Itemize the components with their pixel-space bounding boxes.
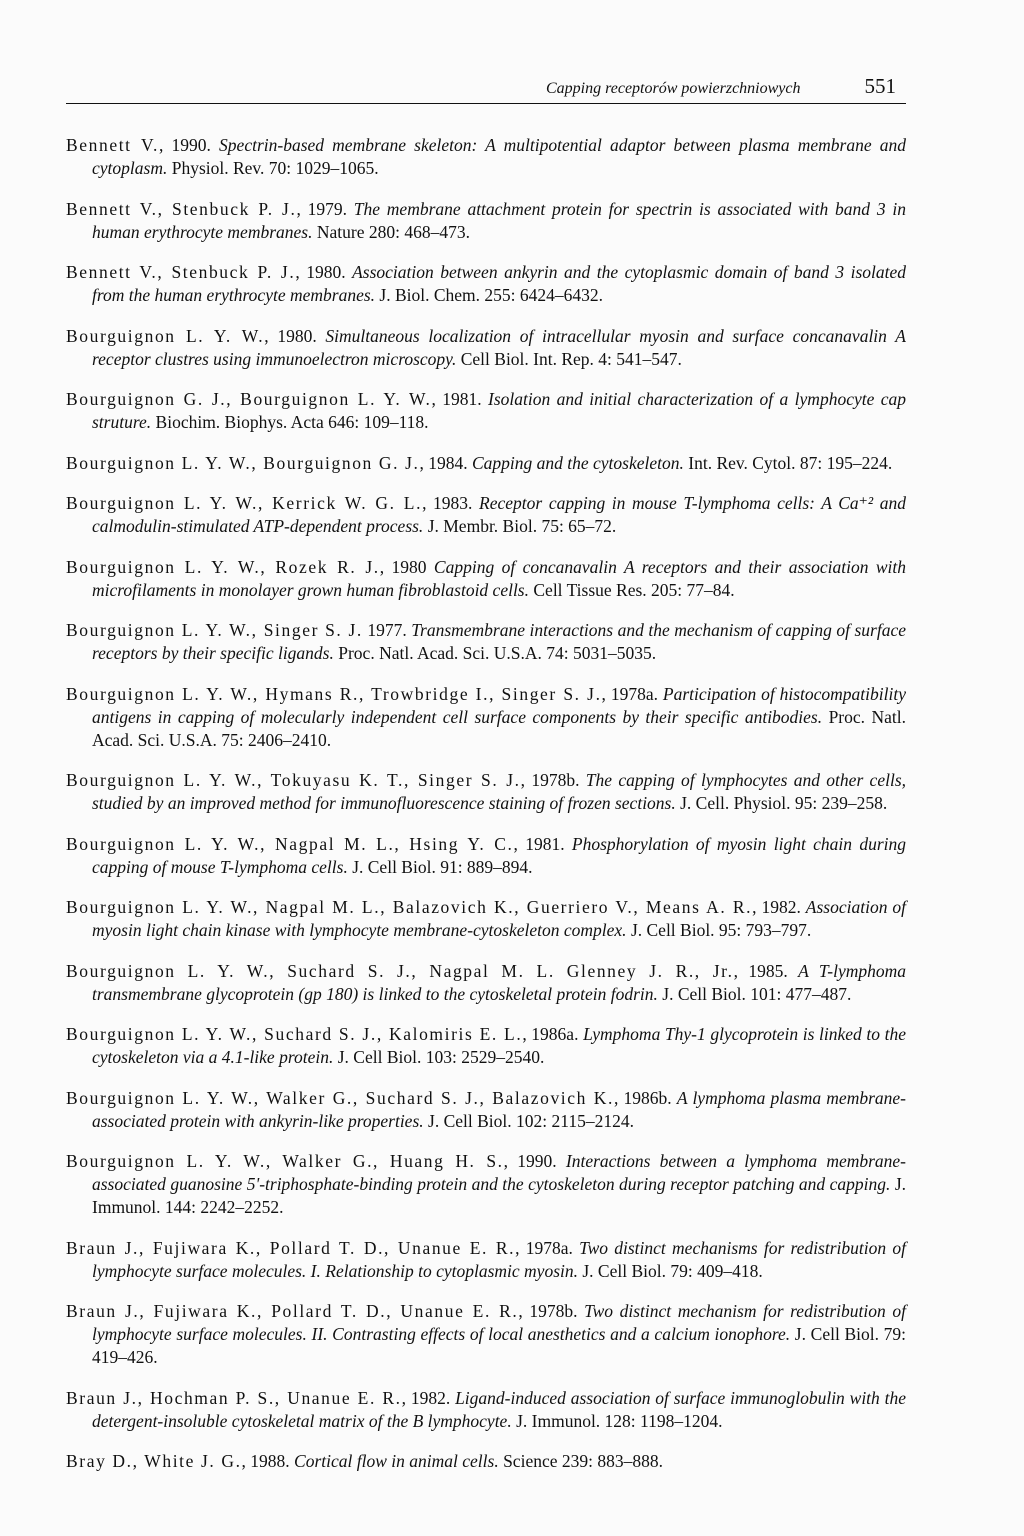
reference-entry bbox=[66, 1150, 906, 1219]
reference-title: Ligand-induced association of surface immunoglobulin with the detergent-insoluble cytoskeletal matrix of the B lymphocyte. bbox=[92, 1387, 907, 1431]
reference-title: Association of myosin light chain kinase with lymphocyte membrane-cytoskeleton complex. bbox=[92, 897, 907, 940]
reference-authors: Bray D., White J. G. bbox=[66, 1451, 242, 1471]
reference-year: , 1979. bbox=[296, 198, 354, 219]
reference-list bbox=[66, 134, 906, 1473]
reference-entry bbox=[66, 960, 906, 1006]
reference-year: , 1982. bbox=[401, 1387, 456, 1408]
reference-entry bbox=[66, 1450, 906, 1473]
reference-source: J. Immunol. 144: 2242–2252. bbox=[92, 1174, 907, 1217]
reference-title: Cortical flow in animal cells. bbox=[294, 1451, 499, 1471]
reference-year: , 1982. bbox=[752, 897, 806, 917]
reference-authors: Bourguignon L. Y. W., Nagpal M. L., Balazovich K., Guerriero V., Means A. R. bbox=[66, 897, 753, 917]
reference-authors: Bourguignon L. Y. W. bbox=[66, 325, 265, 346]
reference-authors: Bourguignon L. Y. W., Rozek R. J. bbox=[66, 556, 380, 577]
reference-entry bbox=[66, 1087, 906, 1133]
reference-title: The capping of lymphocytes and other cells, studied by an improved method for immunofluorescence staining of frozen sections. bbox=[92, 770, 907, 813]
reference-entry bbox=[66, 833, 906, 879]
reference-year: 1977. bbox=[362, 620, 412, 640]
reference-source: Int. Rev. Cytol. 87: 195–224. bbox=[683, 452, 893, 473]
reference-source: J. Cell Biol. 103: 2529–2540. bbox=[333, 1047, 545, 1067]
document-page bbox=[66, 74, 906, 1475]
page-header bbox=[66, 74, 906, 104]
reference-entry bbox=[66, 1387, 906, 1433]
reference-title: A T-lymphoma transmembrane glycoprotein (gp 180) is linked to the cytoskeletal protein fodrin. bbox=[92, 960, 906, 1004]
reference-entry bbox=[66, 492, 906, 538]
reference-year: , 1980 bbox=[379, 556, 434, 577]
reference-year: , 1986a. bbox=[522, 1024, 584, 1044]
reference-year: , 1981. bbox=[513, 833, 572, 854]
reference-source: Cell Tissue Res. 205: 77–84. bbox=[529, 579, 735, 600]
reference-source: J. Cell Biol. 102: 2115–2124. bbox=[423, 1110, 634, 1131]
reference-source: J. Cell Biol. 79: 419–426. bbox=[92, 1324, 906, 1367]
reference-entry bbox=[66, 619, 906, 665]
reference-source: Biochim. Biophys. Acta 646: 109–118. bbox=[151, 412, 429, 432]
reference-title: Capping and the cytoskeleton. bbox=[471, 452, 684, 473]
reference-title: A lymphoma plasma membrane-associated protein with ankyrin-like properties. bbox=[92, 1087, 906, 1131]
reference-year: , 1981. bbox=[431, 389, 489, 409]
reference-year: , 1988. bbox=[241, 1451, 295, 1471]
reference-authors: Bennett V. bbox=[66, 135, 160, 155]
reference-authors: Bourguignon L. Y. W., Walker G., Suchard S. J., Balazovich K. bbox=[66, 1087, 614, 1108]
reference-authors: Braun J., Hochman P. S., Unanue E. R. bbox=[66, 1387, 402, 1408]
reference-authors: Bennett V., Stenbuck P. J. bbox=[66, 262, 296, 282]
reference-entry bbox=[66, 325, 906, 371]
reference-authors: Bourguignon L. Y. W., Walker G., Huang H. S. bbox=[66, 1151, 504, 1171]
reference-year: , 1990. bbox=[159, 135, 220, 155]
reference-title: Spectrin-based membrane skeleton: A multipotential adaptor between plasma membrane and cytoplasm. bbox=[92, 135, 906, 178]
reference-authors: Bourguignon L. Y. W., Suchard S. J., Kalomiris E. L. bbox=[66, 1024, 523, 1044]
reference-source: Proc. Natl. Acad. Sci. U.S.A. 74: 5031–5035. bbox=[333, 643, 657, 663]
reference-title: Phosphorylation of myosin light chain during capping of mouse T-lymphoma cells. bbox=[92, 833, 906, 877]
reference-title: Association between ankyrin and the cytoplasmic domain of band 3 isolated from the human erythrocyte membranes. bbox=[92, 262, 906, 305]
reference-year: , 1978a. bbox=[601, 683, 663, 704]
running-title: Capping receptorów powierzchniowych bbox=[546, 80, 801, 97]
reference-source: J. Cell Biol. 79: 409–418. bbox=[578, 1260, 763, 1281]
reference-source: J. Cell Biol. 91: 889–894. bbox=[347, 856, 533, 877]
reference-authors: Braun J., Fujiwara K., Pollard T. D., Unanue E. R. bbox=[66, 1301, 519, 1321]
reference-title: Simultaneous localization of intracellular myosin and surface concanavalin A receptor clustres using immunoelectron microscopy. bbox=[92, 325, 906, 369]
reference-entry bbox=[66, 134, 906, 180]
reference-authors: Bennett V., Stenbuck P. J. bbox=[66, 198, 297, 219]
reference-title: Participation of histocompatibility antigens in capping of molecularly independent cell surface components by their specific antibodies. bbox=[92, 683, 906, 727]
reference-entry bbox=[66, 769, 906, 815]
reference-source: J. Membr. Biol. 75: 65–72. bbox=[423, 516, 617, 536]
reference-authors: Braun J., Fujiwara K., Pollard T. D., Unanue E. R. bbox=[66, 1237, 516, 1258]
reference-source: J. Cell. Physiol. 95: 239–258. bbox=[675, 793, 888, 813]
reference-title: Two distinct mechanisms for redistribution of lymphocyte surface molecules. I. Relationship to cytoplasmic myosin. bbox=[92, 1237, 906, 1281]
reference-source: J. Cell Biol. 101: 477–487. bbox=[657, 983, 852, 1004]
reference-source: Proc. Natl. Acad. Sci. U.S.A. 75: 2406–2410. bbox=[92, 706, 906, 750]
reference-entry bbox=[66, 388, 906, 434]
reference-title: Isolation and initial characterization of a lymphocyte cap struture. bbox=[92, 389, 907, 432]
reference-entry bbox=[66, 261, 906, 307]
reference-year: , 1990. bbox=[503, 1151, 566, 1171]
reference-title: Receptor capping in mouse T-lymphoma cells: A Ca⁺² and calmodulin-stimulated ATP-dependent process. bbox=[92, 493, 907, 536]
reference-authors: Bourguignon L. Y. W., Bourguignon G. J. bbox=[66, 452, 420, 473]
reference-authors: Bourguignon G. J., Bourguignon L. Y. W. bbox=[66, 389, 432, 409]
reference-source: J. Biol. Chem. 255: 6424–6432. bbox=[375, 285, 604, 305]
reference-year: , 1978a. bbox=[515, 1237, 580, 1258]
reference-year: , 1984. bbox=[419, 452, 472, 473]
reference-entry bbox=[66, 683, 906, 752]
reference-entry bbox=[66, 452, 906, 475]
reference-title: Interactions between a lymphoma membrane-associated guanosine 5'-triphosphate-binding protein and the cytoskeleton during receptor patching and capping. bbox=[92, 1151, 907, 1194]
reference-title: Transmembrane interactions and the mechanism of capping of surface receptors by their specific ligands. bbox=[92, 620, 907, 663]
reference-source: Cell Biol. Int. Rep. 4: 541–547. bbox=[456, 348, 682, 369]
reference-year: , 1983. bbox=[422, 493, 480, 513]
reference-title: Lymphoma Thy-1 glycoprotein is linked to the cytoskeleton via a 4.1-like protein. bbox=[92, 1024, 906, 1067]
reference-authors: Bourguignon L. Y. W., Singer S. J. bbox=[66, 620, 363, 640]
reference-entry bbox=[66, 556, 906, 602]
reference-source: Nature 280: 468–473. bbox=[312, 221, 470, 242]
reference-authors: Bourguignon L. Y. W., Suchard S. J., Nagpal M. L. Glenney J. R., Jr. bbox=[66, 960, 734, 981]
reference-title: Capping of concanavalin A receptors and their association with microfilaments in monolayer grown human fibroblastoid cells. bbox=[92, 556, 906, 600]
reference-year: , 1986b. bbox=[613, 1087, 677, 1108]
reference-entry bbox=[66, 896, 906, 942]
reference-year: , 1980. bbox=[264, 325, 326, 346]
reference-year: , 1978b. bbox=[518, 1301, 585, 1321]
reference-entry bbox=[66, 198, 906, 244]
reference-year: , 1980. bbox=[295, 262, 353, 282]
reference-entry bbox=[66, 1237, 906, 1283]
reference-source: Physiol. Rev. 70: 1029–1065. bbox=[167, 158, 379, 178]
reference-authors: Bourguignon L. Y. W., Tokuyasu K. T., Singer S. J. bbox=[66, 770, 521, 790]
reference-source: J. Immunol. 128: 1198–1204. bbox=[511, 1410, 723, 1431]
reference-title: Two distinct mechanism for redistribution of lymphocyte surface molecules. II. Contrasting effects of local anesthetics and a calcium ionophore. bbox=[92, 1301, 906, 1344]
reference-entry bbox=[66, 1300, 906, 1369]
reference-year: , 1985. bbox=[733, 960, 799, 981]
reference-year: , 1978b. bbox=[520, 770, 586, 790]
reference-source: J. Cell Biol. 95: 793–797. bbox=[626, 920, 812, 940]
reference-source: Science 239: 883–888. bbox=[498, 1451, 663, 1471]
reference-entry bbox=[66, 1023, 906, 1069]
page-number: 551 bbox=[864, 74, 896, 98]
reference-authors: Bourguignon L. Y. W., Hymans R., Trowbridge I., Singer S. J. bbox=[66, 683, 602, 704]
reference-title: The membrane attachment protein for spectrin is associated with band 3 in human erythrocyte membranes. bbox=[92, 198, 906, 242]
reference-authors: Bourguignon L. Y. W., Kerrick W. G. L. bbox=[66, 493, 423, 513]
reference-authors: Bourguignon L. Y. W., Nagpal M. L., Hsing Y. C. bbox=[66, 833, 514, 854]
